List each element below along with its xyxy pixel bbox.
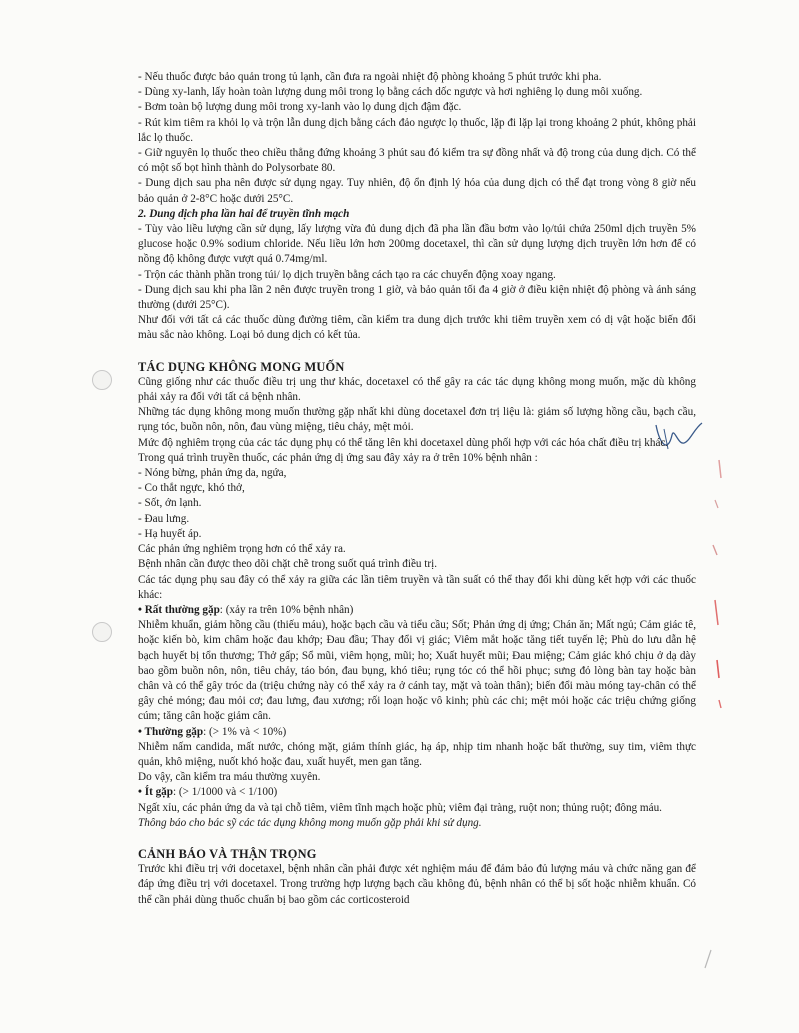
list-item: - Co thắt ngực, khó thở, <box>138 482 245 495</box>
paragraph: Như đối với tất cả các thuốc dùng đường tiêm, cần kiểm tra dung dịch trước khi tiêm truyền xem có dị vật hoặc biến đổi màu sắc nào không. Loại bỏ dung dịch có kết tủa. <box>138 314 696 342</box>
margin-marks <box>699 0 799 1033</box>
bullet-label: • Rất thường gặp <box>138 603 220 616</box>
paragraph: Mức độ nghiêm trọng của các tác dụng phụ có thể tăng lên khi docetaxel dùng phối hợp với các hóa chất điều trị khác. <box>138 436 669 449</box>
paragraph: - Tùy vào liều lượng cần sử dụng, lấy lượng vừa đủ dung dịch đã pha lần đầu bơm vào lọ/túi chứa 250ml dịch truyền 5% glucose hoặc 0.9% sodium chloride. Nếu liều lớn hơn 200mg docetaxel, thì cần sử dụng lượng dịch truyền lớn hơn để có nồng độ không được vượt quá 0.74mg/ml. <box>138 223 696 266</box>
bullet-range: : (> 1/1000 và < 1/100) <box>173 786 278 799</box>
paragraph: Những tác dụng không mong muốn thường gặp nhất khi dùng docetaxel đơn trị liệu là: giảm số lượng hồng cầu, bạch cầu, rụng tóc, buồn nôn, nôn, đau vùng miệng, tiêu chảy, mệt mỏi. <box>138 406 696 434</box>
list-item: - Nóng bừng, phản ứng da, ngứa, <box>138 467 287 480</box>
punch-hole-bottom <box>92 622 112 642</box>
frequency-heading-uncommon <box>138 785 696 800</box>
punch-hole-top <box>92 370 112 390</box>
paragraph: Do vậy, cần kiểm tra máu thường xuyên. <box>138 771 321 784</box>
margin-mark <box>715 500 718 508</box>
paragraph: Bệnh nhân cần được theo dõi chặt chẽ trong suốt quá trình điều trị. <box>138 558 438 571</box>
paragraph: Cũng giống như các thuốc điều trị ung thư khác, docetaxel có thể gây ra các tác dụng không mong muốn, mặc dù không phải xảy ra đối với tất cả bệnh nhân. <box>138 375 696 404</box>
paragraph: Nhiễm khuẩn, giảm hồng cầu (thiếu máu), hoặc bạch cầu và tiểu cầu; Sốt; Phản ứng dị ứng; Chán ăn; Mất ngủ; Cảm giác tê, hoặc kiến bò, kim châm hoặc đau khớp; Đau đầu; Thay đổi vị giác; Viêm mắt hoặc tăng tiết tuyến lệ; Phù do lưu dẫn hệ bạch huyết bị tổn thương; Thở gấp; Sổ mũi, viêm họng, mũi; ho; Xuất huyết mũi; Đau miệng; Cảm giác khó chịu ở dạ dày bao gồm buồn nôn, nôn, tiêu chảy, táo bón, đau bụng, khó tiêu; rụng tóc có thể hồi phục; sưng đỏ lòng bàn tay hoặc bàn chân và có thể gây tróc da (triệu chứng này có thể xảy ra ở cánh tay, mặt và toàn thân); biến đổi màu móng tay-chân có thể gây chẻ móng; đau mỏi cơ; đau lưng, đau xương; rối loạn hoặc vô kinh; phù các chi; mệt mỏi hoặc các triệu chứng giống cúm; tăng cân hoặc giảm cân. <box>138 619 696 723</box>
paragraph: - Dung dịch sau pha nên được sử dụng ngay. Tuy nhiên, độ ổn định lý hóa của dung dịch có thể đạt trong vòng 8 giờ nếu bảo quản ở 2-8°C hoặc dưới 25°C. <box>138 177 696 205</box>
paragraph: - Giữ nguyên lọ thuốc theo chiều thẳng đứng khoảng 3 phút sau đó kiểm tra sự đồng nhất và độ trong của dung dịch. Có thể có một số bọt hình thành do Polysorbate 80. <box>138 147 696 175</box>
paragraph: - Nếu thuốc được bảo quản trong tủ lạnh, cần đưa ra ngoài nhiệt độ phòng khoảng 5 phút trước khi pha. <box>138 71 602 83</box>
margin-mark <box>705 950 711 968</box>
paragraph: Ngất xỉu, các phản ứng da và tại chỗ tiêm, viêm tĩnh mạch hoặc phù; viêm đại tràng, ruột non; thủng ruột; đông máu. <box>138 801 662 814</box>
margin-mark <box>719 700 721 708</box>
paragraph: Trong quá trình truyền thuốc, các phản ứng dị ứng sau đây xảy ra ở trên 10% bệnh nhân : <box>138 451 538 464</box>
margin-mark <box>715 600 718 625</box>
notice-text: Thông báo cho bác sỹ các tác dụng không mong muốn gặp phải khi sử dụng. <box>138 816 482 829</box>
paragraph: - Dùng xy-lanh, lấy hoàn toàn lượng dung môi trong lọ bằng cách dốc ngược và hơi nghiêng lọ dung môi xuống. <box>138 86 643 99</box>
list-item: - Đau lưng. <box>138 512 190 525</box>
section-heading-side-effects: TÁC DỤNG KHÔNG MONG MUỐN <box>138 359 345 374</box>
bullet-range: : (> 1% và < 10%) <box>203 725 287 738</box>
list-item: - Sốt, ớn lạnh. <box>138 497 202 510</box>
margin-mark <box>713 545 717 555</box>
section-heading-warnings: CẢNH BÁO VÀ THẬN TRỌNG <box>138 846 317 861</box>
list-item: - Hạ huyết áp. <box>138 527 202 540</box>
subsection-heading: 2. Dung dịch pha lần hai để truyền tĩnh mạch <box>138 207 350 220</box>
frequency-heading-very-common <box>138 603 696 618</box>
paragraph: - Trộn các thành phần trong túi/ lọ dịch truyền bằng cách tạo ra các chuyển động xoay ngang. <box>138 268 556 281</box>
paragraph: - Rút kim tiêm ra khỏi lọ và trộn lẫn dung dịch bằng cách đảo ngược lọ thuốc, lặp đi lặp lại trong khoảng 2 phút, không phải lắc lọ thuốc. <box>138 116 696 144</box>
paragraph: - Dung dịch sau khi pha lần 2 nên được truyền trong 1 giờ, và bảo quản tối đa 4 giờ ở điều kiện nhiệt độ phòng và ánh sáng thường (dưới 25°C). <box>138 283 696 312</box>
paragraph: Nhiễm nấm candida, mất nước, chóng mặt, giảm thính giác, hạ áp, nhịp tim nhanh hoặc bất thường, suy tim, viêm thực quản, khô miệng, nuốt khó hoặc đau, xuất huyết, men gan tăng. <box>138 740 696 768</box>
bullet-range: : (xảy ra trên 10% bệnh nhân) <box>219 603 354 616</box>
bullet-label: • Ít gặp <box>138 786 173 799</box>
document-page <box>138 70 696 908</box>
margin-mark <box>719 460 721 478</box>
frequency-heading-common <box>138 725 696 740</box>
paragraph: - Bơm toàn bộ lượng dung môi trong xy-lanh vào lọ dung dịch đậm đặc. <box>138 101 462 114</box>
paragraph: Các tác dụng phụ sau đây có thể xảy ra giữa các lần tiêm truyền và tần suất có thể thay đổi khi dùng kết hợp với các thuốc khác: <box>138 573 696 601</box>
margin-mark <box>717 660 719 678</box>
paragraph: Các phản ứng nghiêm trọng hơn có thể xảy ra. <box>138 543 346 556</box>
bullet-label: • Thường gặp <box>138 725 204 738</box>
paragraph: Trước khi điều trị với docetaxel, bệnh nhân cần phải được xét nghiệm máu để đảm bảo đủ lượng máu và chức năng gan để đáp ứng điều trị với docetaxel. Trong trường hợp lượng bạch cầu không đủ, bệnh nhân có thể bị sốt hoặc nhiễm khuẩn. Có thể cần phải dùng thuốc chuẩn bị bao gồm các corticosteroid <box>138 863 696 906</box>
